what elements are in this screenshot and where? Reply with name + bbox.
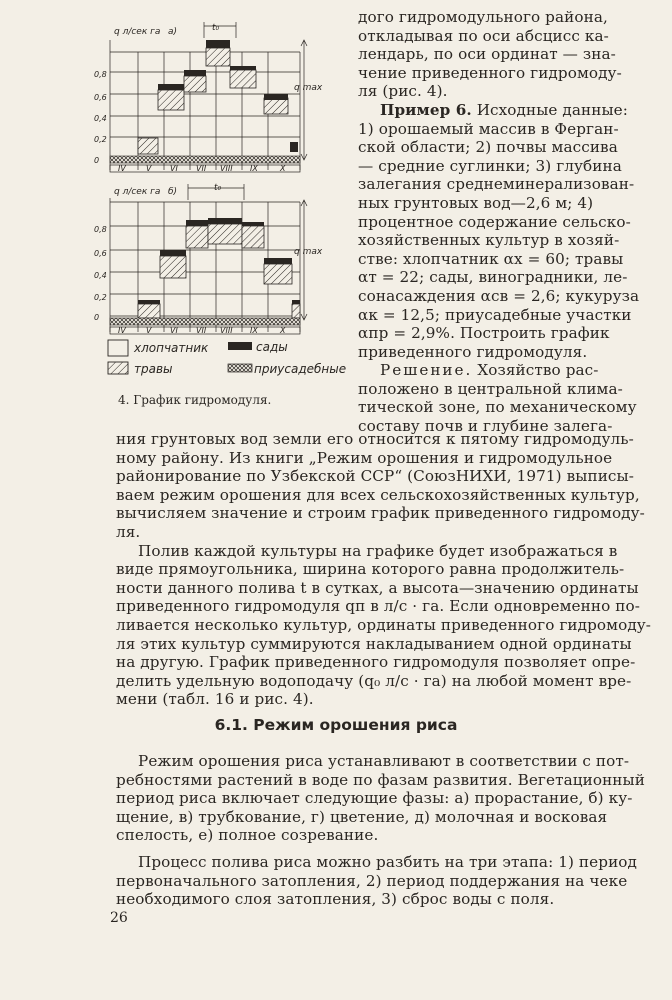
legend-swatch-cotton [108,340,128,356]
figure-caption: 4. График гидромодуля. [118,393,272,407]
text-line: Полив каждой культуры на графике будет изображаться в [138,541,618,560]
example-heading: Пример 6. [380,100,472,119]
bar-orchards [208,218,242,224]
chart-b-qmax-label: q max [294,247,323,257]
y-tick: 0,8 [94,70,107,79]
text-line: Исходные данные: [476,100,628,119]
bar-orchards [230,66,256,70]
chart-a-x-axis [110,164,300,173]
bar-orchards [184,70,206,76]
text-line: ля этих культур суммируются накладыванием одной ординаты [116,634,632,653]
chart-b-bars [110,218,300,325]
section-body [116,752,662,909]
bar-grass [184,76,206,92]
x-tick: IV [118,164,126,173]
x-tick: IX [250,164,258,173]
y-tick: 0,2 [94,293,107,302]
y-tick: 0,8 [94,225,107,234]
bar-grass [186,226,208,248]
chart-a [94,22,323,173]
text-line: ности данного полива t в сутках, а высота—значению ординаты [116,578,639,597]
text-line: приведенного гидромодуля. [358,342,588,361]
bar-orchards [292,300,300,304]
chart-a-qmax-label: q max [294,83,323,93]
chart-a-title: q л/сек га [114,27,161,37]
text-line: ливается несколько культур, ординаты приведенного гидромоду- [116,615,652,634]
text-line: лендарь, по оси ординат — зна- [358,45,616,64]
chart-b-title: q л/сек га [114,187,161,197]
page-number: 26 [110,910,128,926]
chart-a-bars [110,40,300,163]
bar-grass [138,304,160,318]
paragraph [116,542,662,709]
chart-b-panel-label: б) [168,187,178,197]
chart-a-panel-label: а) [168,27,178,37]
text-line: откладывая по оси абсцисс ка- [358,26,609,45]
bar-grass [264,98,288,114]
text-line: первоначального затопления, 2) период поддержания на чеке [116,871,628,890]
paragraph [116,752,662,845]
x-tick: VII [196,326,207,335]
x-tick: X [280,164,286,173]
bar-orchards [290,142,298,152]
y-tick: 0 [94,313,100,322]
text-line: чение приведенного гидромоду- [358,63,622,82]
text-line: положено в центральной клима- [358,379,623,398]
chart-a-t-label: t₀ [212,23,220,33]
paragraph [116,430,662,542]
bar-grass [206,48,230,66]
text-line: мени (табл. 16 и рис. 4). [116,690,314,709]
x-tick: V [146,326,152,335]
text-line: Процесс полива риса можно разбить на три этапа: 1) период [138,852,637,871]
chart-b [94,183,323,335]
chart-b-x-axis [110,326,300,335]
legend-swatch-grass [108,362,128,374]
text-line: тической зоне, по механическому [358,398,637,417]
bar-orchards [206,40,230,48]
text-line: Режим орошения риса устанавливают в соответствии с пот- [138,752,630,770]
bar-household [110,318,300,325]
bar-household [110,156,300,163]
text-line: составу почв и глубине залега- [358,417,613,436]
text-line: ля. [116,522,141,541]
paragraph [358,8,660,101]
bar-orchards [264,258,292,264]
bar-orchards [264,94,288,100]
x-tick: VI [170,164,178,173]
legend-label-cotton: хлопчатник [134,341,209,355]
hydromodule-graph-svg [94,20,347,390]
text-line: ской области; 2) почвы массива [358,138,618,157]
text-line: ваем режим орошения для всех сельскохозяйственных культур, [116,485,640,504]
text-line: αпр = 2,9%. Построить график [358,324,610,343]
bar-grass [208,224,242,244]
text-line: на другую. График приведенного гидромодуля позволяет опре- [116,653,636,672]
chart-b-t-label: t₀ [214,183,222,193]
bar-grass [292,304,300,318]
text-line: хозяйственных культур в хозяй- [358,231,620,250]
text-line: Хозяйство рас- [477,361,599,380]
y-tick: 0,6 [94,249,107,258]
paragraph-solution [358,361,660,435]
text-line: спелость, е) полное созревание. [116,826,379,845]
chart-a-y-ticks [94,70,107,165]
text-line: вычисляем значение и строим график приведенного гидромоду- [116,504,645,523]
text-line: залегания среднеминерализован- [358,175,635,194]
bar-orchards [158,84,184,90]
solution-heading: Решение. [380,361,473,380]
text-line: 1) орошаемый массив в Ферган- [358,119,619,138]
right-column-text [358,8,660,436]
text-line: делить удельную водоподачу (q₀ л/с · га) на любой момент вре- [116,671,632,690]
bar-orchards [160,250,186,256]
paragraph-example-6 [358,101,660,361]
text-line: ребностями растений в воде по фазам развития. Вегетационный [116,770,645,789]
bar-orchards [186,220,208,226]
legend-swatch-household [228,364,252,372]
text-line: период риса включает следующие фазы: а) прорастание, б) ку- [116,789,633,808]
text-line: ному району. Из книги „Режим орошения и гидромодульное [116,448,613,467]
text-line: стве: хлопчатник αх = 60; травы [358,249,624,268]
text-line: дого гидромодульного района, [358,8,608,26]
text-line: приведенного гидромодуля qп в л/с · га. Если одновременно по- [116,597,640,616]
bar-orchards [138,300,160,304]
y-tick: 0,4 [94,271,107,280]
text-line: ля (рис. 4). [358,82,448,101]
legend-label-orchards: сады [256,340,288,354]
chart-b-y-ticks [94,225,107,322]
section-title: 6.1. Режим орошения риса [214,716,458,734]
text-line: αк = 12,5; приусадебные участки [358,305,632,324]
bar-grass [138,138,158,154]
bar-grass [230,70,256,88]
x-tick: VIII [220,326,233,335]
paragraph [116,853,662,909]
text-line: районирование по Узбекской ССР“ (СоюзНИХИ, 1971) выписы- [116,467,634,486]
text-line: сонасаждения αсв = 2,6; кукуруза [358,286,640,305]
bar-grass [264,264,292,284]
text-line: — средние суглинки; 3) глубина [358,156,622,175]
hydromodule-figure [94,20,347,394]
text-line: виде прямоугольника, ширина которого равна продолжитель- [116,560,625,579]
bar-grass [160,256,186,278]
bar-grass [242,226,264,248]
legend-label-grass: травы [134,362,173,376]
x-tick: VI [170,326,178,335]
y-tick: 0,2 [94,135,107,144]
y-tick: 0,6 [94,93,107,102]
bar-grass [158,90,184,110]
text-line: ния грунтовых вод земли его относится к пятому гидромодуль- [116,430,634,448]
text-line: щение, в) трубкование, г) цветение, д) молочная и восковая [116,807,608,826]
y-tick: 0 [94,156,100,165]
x-tick: VIII [220,164,233,173]
y-tick: 0,4 [94,114,107,123]
legend-label-household: приусадебные [254,362,347,376]
text-line: необходимого слоя затопления, 3) сброс воды с поля. [116,890,555,909]
text-line: процентное содержание сельско- [358,212,631,231]
x-tick: IV [118,326,126,335]
text-line: αт = 22; сады, виноградники, ле- [358,268,628,287]
body-text [116,430,662,709]
legend-swatch-orchards [228,342,252,350]
x-tick: IX [250,326,258,335]
figure-legend [108,340,346,376]
x-tick: X [280,326,286,335]
text-line: ных грунтовых вод—2,6 м; 4) [358,193,594,212]
x-tick: V [146,164,152,173]
bar-orchards [242,222,264,226]
x-tick: VII [196,164,207,173]
